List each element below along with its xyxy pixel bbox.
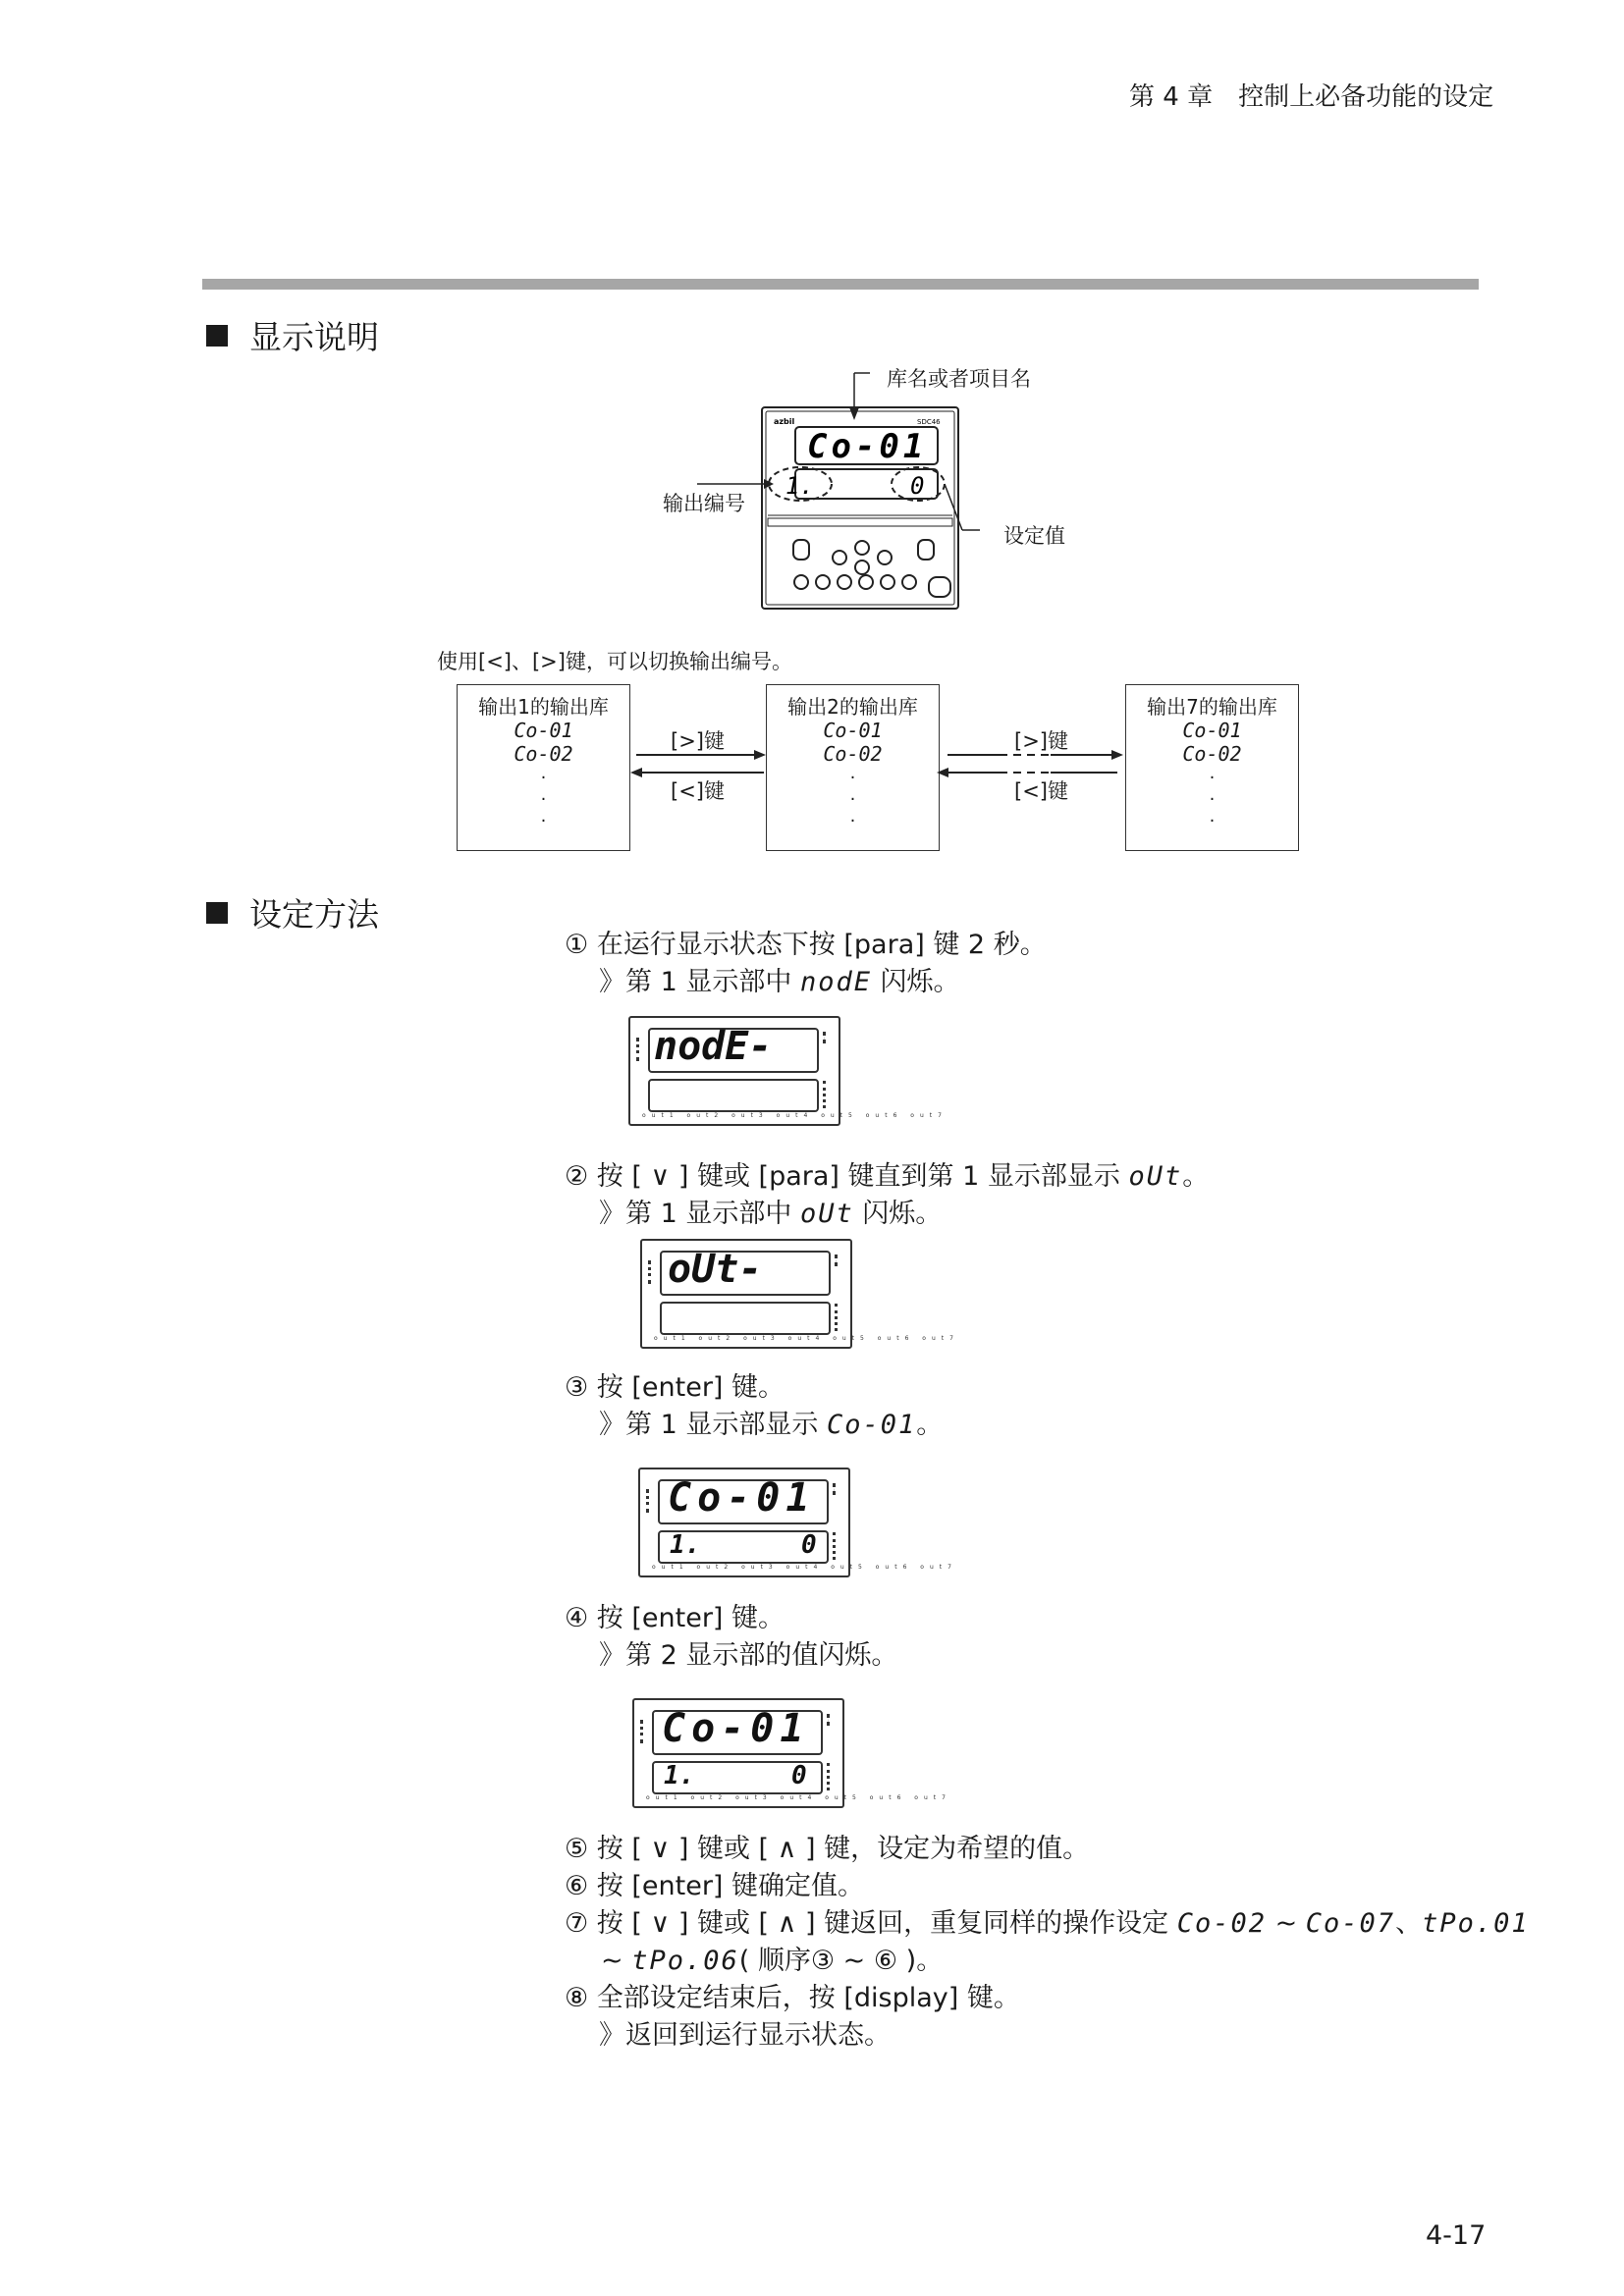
device-brand: azbil <box>774 417 795 426</box>
step-1: ① 在运行显示状态下按 [para] 键 2 秒。 <box>565 930 1047 960</box>
dot: · <box>849 789 856 810</box>
dot: · <box>849 811 856 831</box>
step-4-result: 》第 2 显示部的值闪烁。 <box>599 1640 898 1671</box>
square-bullet-icon <box>206 902 228 924</box>
lcd-line-1: oUt- <box>668 1247 763 1292</box>
text: ② 按 [ ∨ ] 键或 [para] 键直到第 1 显示部显示 <box>565 1161 1129 1192</box>
text: 、 <box>1395 1908 1423 1939</box>
section-rule <box>202 279 1479 290</box>
box-label: 输出2的输出库 <box>787 695 918 719</box>
output-bank-box-1 <box>457 684 630 851</box>
device-pv-text: Co-01 <box>807 427 928 466</box>
lcd-line-1: Co-01 <box>668 1475 816 1521</box>
text: 》第 1 显示部中 <box>599 1199 800 1229</box>
lcd-line-1: nodE- <box>654 1024 773 1069</box>
arrow-right-icon <box>1111 750 1123 760</box>
callout-left: 输出编号 <box>663 492 745 515</box>
arrow-label-left-2: [<]键 <box>1014 779 1068 803</box>
step-8-result: 》返回到运行显示状态。 <box>599 2020 891 2051</box>
text: 》第 1 显示部显示 <box>599 1410 827 1440</box>
segment-code: oUt <box>1128 1161 1183 1192</box>
device-model: SDC46 <box>917 418 941 426</box>
segment-code: Co-02 <box>1176 1908 1267 1939</box>
chapter-header: 第 4 章 控制上必备功能的设定 <box>1129 82 1494 112</box>
device-button <box>878 551 892 564</box>
lcd-line-2-right: 0 <box>791 1761 807 1790</box>
device-button <box>793 540 809 560</box>
box-code: Co-01 <box>514 719 573 742</box>
switch-note: 使用[<]、[>]键，可以切换输出编号。 <box>437 650 792 673</box>
segment-code: tPo.01 <box>1422 1908 1530 1939</box>
device-button <box>855 541 869 555</box>
lcd-ticks: out1 out2 out3 out4 out5 out6 out7 <box>654 1335 959 1342</box>
box-code: Co-02 <box>514 742 573 766</box>
arrow-label-left-1: [<]键 <box>671 779 725 803</box>
text: 闪烁。 <box>871 967 960 997</box>
segment-code: Co-01 <box>826 1410 917 1440</box>
section-title-text: 显示说明 <box>249 318 379 356</box>
lcd-step-1 <box>628 1016 947 1126</box>
arrow-left-icon <box>630 768 642 777</box>
arrow-label-right-1: [>]键 <box>671 729 725 753</box>
step-7 <box>565 1905 1530 1943</box>
dot: · <box>849 768 856 788</box>
box-code: Co-01 <box>1182 719 1242 742</box>
dot: · <box>540 768 547 788</box>
callout-top: 库名或者项目名 <box>887 367 1031 391</box>
segment-code: nodE <box>799 967 872 997</box>
box-code: Co-02 <box>823 742 883 766</box>
lcd-line-1: Co-01 <box>662 1706 810 1751</box>
step-2 <box>565 1158 1209 1196</box>
lcd-step-4 <box>632 1698 951 1808</box>
lcd-ticks: out1 out2 out3 out4 out5 out6 out7 <box>652 1564 957 1571</box>
text: 》第 1 显示部中 <box>599 967 800 997</box>
step-7-cont <box>601 1943 943 1980</box>
section-title-display <box>206 312 379 358</box>
dot: · <box>1209 811 1216 831</box>
device-out-no: 1. <box>785 472 814 500</box>
step-6: ⑥ 按 [enter] 键确定值。 <box>565 1871 865 1901</box>
section-title-text: 设定方法 <box>249 895 379 934</box>
dot: · <box>540 811 547 831</box>
arrow-label-right-2: [>]键 <box>1014 729 1068 753</box>
box-code: Co-02 <box>1182 742 1242 766</box>
text: 。 <box>916 1410 944 1440</box>
box-label: 输出1的输出库 <box>478 695 609 719</box>
segment-code: Co-07 <box>1305 1908 1396 1939</box>
text: 闪烁。 <box>853 1199 943 1229</box>
text: 。 <box>1182 1161 1210 1192</box>
step-3-result <box>599 1407 943 1444</box>
lcd-step-3 <box>638 1468 957 1577</box>
box-code: Co-01 <box>823 719 883 742</box>
lcd-line-2-right: 0 <box>801 1530 817 1560</box>
lcd-step-2 <box>640 1239 959 1349</box>
step-2-result <box>599 1196 942 1233</box>
dot: · <box>540 789 547 810</box>
segment-code: oUt <box>799 1199 854 1229</box>
lcd-line-2-left: 1. <box>664 1761 695 1790</box>
dot: · <box>1209 768 1216 788</box>
section-title-method <box>206 889 379 935</box>
box-label: 输出7的输出库 <box>1147 695 1277 719</box>
square-bullet-icon <box>206 325 228 347</box>
device-button <box>918 540 934 560</box>
text: ( 顺序③ ~ ⑥ )。 <box>738 1946 944 1976</box>
controller-illustration <box>638 353 1090 618</box>
step-1-result <box>599 964 960 1001</box>
lcd-ticks: out1 out2 out3 out4 out5 out6 out7 <box>646 1794 951 1801</box>
text: ⑦ 按 [ ∨ ] 键或 [ ∧ ] 键返回，重复同样的操作设定 <box>565 1908 1177 1939</box>
step-3: ③ 按 [enter] 键。 <box>565 1372 785 1403</box>
output-bank-box-7 <box>1125 684 1299 851</box>
device-value: 0 <box>910 472 925 500</box>
step-4: ④ 按 [enter] 键。 <box>565 1603 785 1633</box>
step-5: ⑤ 按 [ ∨ ] 键或 [ ∧ ] 键，设定为希望的值。 <box>565 1834 1090 1864</box>
device-button <box>833 551 846 564</box>
arrow-right-icon <box>754 750 766 760</box>
text: ~ <box>1266 1908 1306 1939</box>
lcd-line-2-left: 1. <box>670 1530 701 1560</box>
text: ~ <box>601 1946 632 1976</box>
page-number: 4-17 <box>1426 2220 1487 2251</box>
arrow-left-icon <box>937 768 948 777</box>
lcd-ticks: out1 out2 out3 out4 out5 out6 out7 <box>642 1112 947 1119</box>
dot: · <box>1209 789 1216 810</box>
callout-right: 设定值 <box>1003 524 1065 548</box>
segment-code: tPo.06 <box>631 1946 739 1976</box>
device-button <box>855 561 869 574</box>
step-8: ⑧ 全部设定结束后，按 [display] 键。 <box>565 1983 1020 2013</box>
